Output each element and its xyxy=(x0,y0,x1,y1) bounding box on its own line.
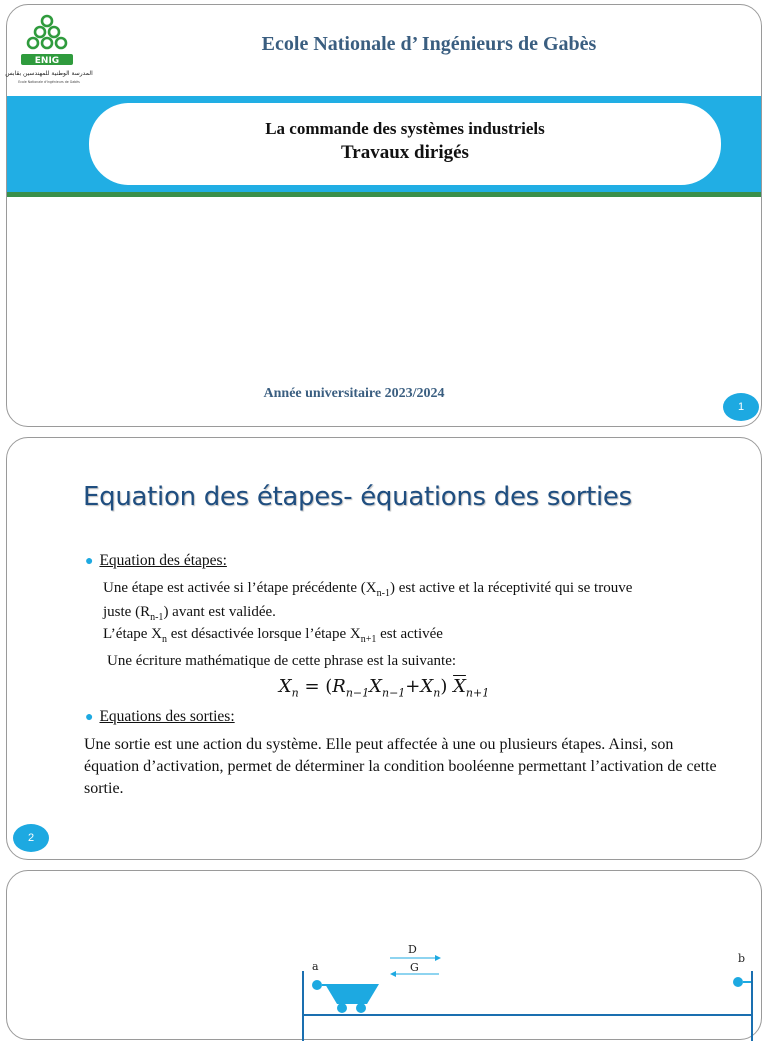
svg-text:المدرسة الوطنية للمهندسين بقاب: المدرسة الوطنية للمهندسين بقابس xyxy=(5,70,93,77)
step-equation: $X_n = (R_{n-1}X_{n-1}+X_n)$ $\overline{X}_{n+1}$ xyxy=(278,676,490,700)
academic-year: Année universitaire 2023/2024 xyxy=(263,386,445,401)
title-box xyxy=(89,103,721,185)
label-g: G xyxy=(410,961,419,974)
svg-text:ENIG: ENIG xyxy=(34,56,60,66)
bullet-equations-sorties xyxy=(85,708,235,726)
school-name: Ecole Nationale d’ Ingénieurs de Gabès xyxy=(261,33,597,55)
bullet-label: Equation des étapes: xyxy=(99,552,227,569)
title-band xyxy=(7,96,761,197)
label-a: a xyxy=(312,960,319,973)
svg-text:Ecole Nationale d'Ingénieurs d: Ecole Nationale d'Ingénieurs de Gabès xyxy=(18,80,80,84)
label-b: b xyxy=(738,952,746,965)
arrow-right-head xyxy=(435,955,441,961)
enig-logo xyxy=(5,13,93,89)
wagon-slide xyxy=(6,870,762,1040)
equations-slide xyxy=(6,437,762,860)
wagon-diagram xyxy=(7,871,763,1041)
sensor-a xyxy=(312,980,322,990)
wagon xyxy=(325,984,379,1004)
paragraph-activation: Une étape est activée si l’étape précédente $(X_{n-1})$ est active et la réceptivité qui se trouve juste $(R_{n-1})$ avant est validée. xyxy=(103,580,633,623)
course-title: La commande des systèmes industriels xyxy=(265,119,545,138)
page-number: 1 xyxy=(723,393,759,421)
slide-title: Equation des étapes- équations des sorties xyxy=(83,482,632,512)
sensor-b xyxy=(733,977,743,987)
title-slide xyxy=(6,4,762,427)
paragraph-desactivation: L’étape $X_n$ est désactivée lorsque l’étape $X_{n+1}$ est activée xyxy=(103,626,443,645)
paragraph-sorties: Une sortie est une action du système. Elle peut affectée à une ou plusieurs étapes. Ainsi, son équation d’activation, permet de déterminer la condition booléenne permettant l’activation de cette sortie. xyxy=(84,736,717,797)
label-d: D xyxy=(408,943,417,956)
wagon-wheel xyxy=(337,1003,347,1013)
wagon-wheel xyxy=(356,1003,366,1013)
bullet-label: Equations des sorties: xyxy=(99,708,235,725)
bullet-icon: ● xyxy=(85,710,94,725)
arrow-left-head xyxy=(390,971,396,977)
slide-subtitle: Travaux dirigés xyxy=(341,142,469,163)
bullet-equation-etapes xyxy=(85,552,227,570)
paragraph-math: Une écriture mathématique de cette phrase est la suivante: xyxy=(107,653,457,669)
bullet-icon: ● xyxy=(85,554,94,569)
page-number: 2 xyxy=(13,824,49,852)
